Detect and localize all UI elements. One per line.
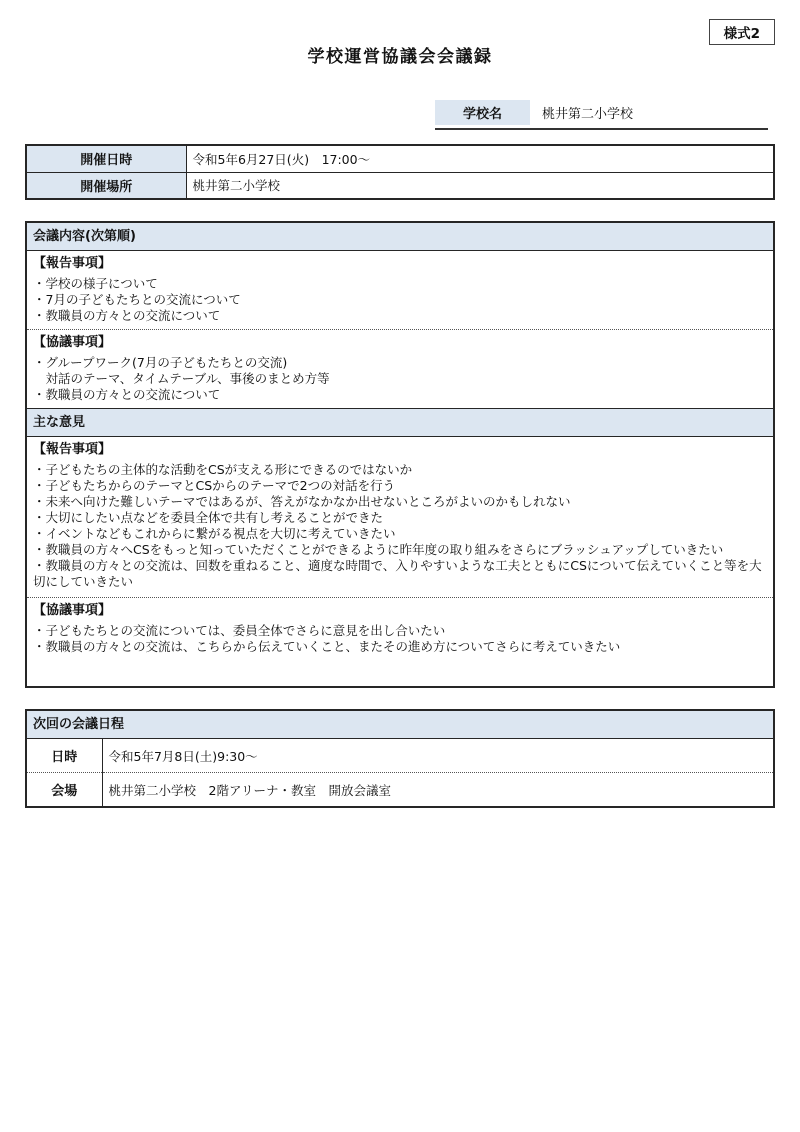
agenda-report-block	[27, 251, 773, 330]
list-item: ・教職員の方々との交流は、こちらから伝えていくこと、またその進め方についてさらに考えていきたい	[33, 639, 621, 654]
report-items-heading: 【報告事項】	[33, 442, 112, 457]
school-name-row	[435, 100, 768, 130]
next-venue-value: 桃井第二小学校 2階アリーナ・教室 開放会議室	[108, 782, 391, 798]
form-number-label: 様式2	[723, 26, 760, 42]
list-item: ・学校の様子について	[33, 276, 158, 291]
agenda-section-header: 会議内容(次第順)	[27, 223, 773, 251]
agenda-discussion-block	[27, 330, 773, 408]
school-name-label: 学校名	[435, 100, 530, 125]
list-item: ・子どもたちの主体的な活動をCSが支える形にできるのではないか	[33, 462, 413, 477]
list-item: ・大切にしたい点などを委員全体で共有し考えることができた	[33, 510, 384, 525]
list-item: ・7月の子どもたちとの交流について	[33, 292, 241, 307]
meeting-datetime-label: 開催日時	[26, 145, 186, 172]
next-datetime-value: 令和5年7月8日(土)9:30～	[102, 739, 773, 773]
report-items-heading: 【報告事項】	[33, 256, 112, 271]
list-item: ・教職員の方々との交流について	[33, 387, 221, 402]
list-item: ・子どもたちからのテーマとCSからのテーマで2つの対話を行う	[33, 478, 396, 493]
list-item: ・子どもたちとの交流については、委員全体でさらに意見を出し合いたい	[33, 623, 446, 638]
meeting-place-value: 桃井第二小学校	[186, 172, 774, 199]
list-item: ・教職員の方々へCSをもっと知っていただくことができるように昨年度の取り組みをさらにブラッシュアップしていきたい	[33, 542, 724, 557]
next-meeting-section	[25, 709, 775, 808]
next-venue-label: 会場	[27, 773, 102, 807]
form-number-box	[709, 19, 775, 45]
table-row	[26, 172, 774, 199]
opinions-discussion-block	[27, 598, 773, 686]
meeting-place-label: 開催場所	[26, 172, 186, 199]
page-title: 学校運営協議会会議録	[307, 47, 493, 67]
agenda-section	[25, 221, 775, 688]
meeting-info-table	[25, 144, 775, 200]
opinions-report-block	[27, 437, 773, 598]
table-row	[27, 739, 773, 773]
table-row	[27, 773, 773, 807]
list-item: ・未来へ向けた難しいテーマではあるが、答えがなかなか出せないところがよいのかもしれない	[33, 494, 571, 509]
opinions-section-header: 主な意見	[27, 408, 773, 437]
list-item: ・グループワーク(7月の子どもたちとの交流)	[33, 355, 288, 370]
next-meeting-header: 次回の会議日程	[27, 711, 773, 739]
list-item: ・教職員の方々との交流について	[33, 308, 221, 323]
next-meeting-table	[27, 739, 773, 806]
school-name-value: 桃井第二小学校	[542, 107, 634, 122]
meeting-datetime-value: 令和5年6月27日(火) 17:00～	[186, 145, 774, 172]
next-datetime-label: 日時	[27, 739, 102, 773]
list-item: 対話のテーマ、タイムテーブル、事後のまとめ方等	[33, 371, 330, 386]
discussion-items-heading: 【協議事項】	[33, 335, 112, 350]
table-row	[26, 145, 774, 172]
discussion-items-heading: 【協議事項】	[33, 603, 112, 618]
list-item: ・イベントなどもこれからに繋がる視点を大切に考えていきたい	[33, 526, 396, 541]
list-item: ・教職員の方々との交流は、回数を重ねること、適度な時間で、入りやすいような工夫とともにCSについて伝えていくこと等を大切にしていきたい	[33, 558, 762, 589]
